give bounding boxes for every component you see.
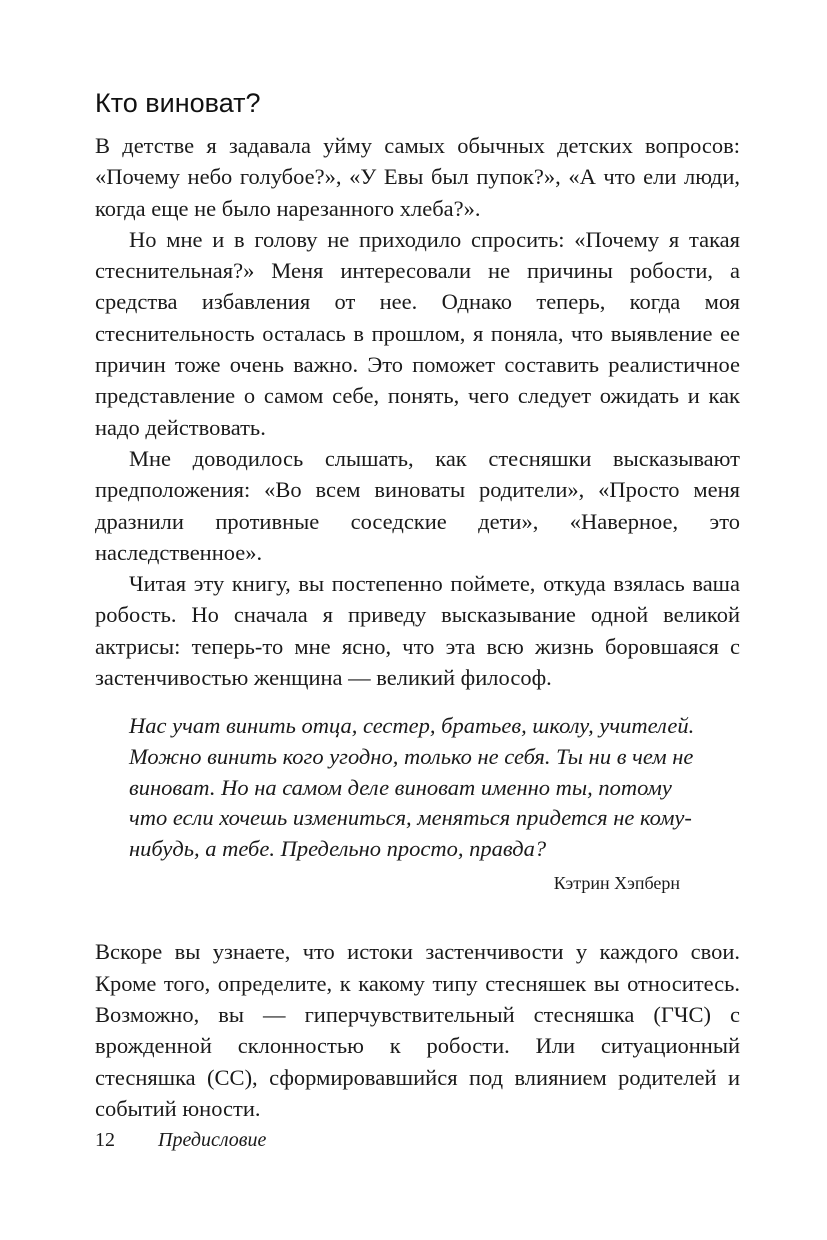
paragraph-3: Мне доводилось слышать, как стесняшки высказывают предположения: «Во всем виноваты родители», «Просто меня дразнили противные соседские дети», «Наверное, это наследственное». xyxy=(95,445,740,565)
page-body xyxy=(95,84,740,1124)
quote-author: Кэтрин Хэпберн xyxy=(553,873,680,894)
closing-paragraph: Вскоре вы узнаете, что истоки застенчивости у каждого свои. Кроме того, определите, к какому типу стесняшек вы относитесь. Возможно, вы — гиперчувствительный стесняшка (ГЧС) с врожденной склонностью к робости. Или ситуационный стесняшка (СС), сформировавшийся под влиянием родителей и событий юности. xyxy=(95,939,740,1121)
section-heading: Кто виноват? xyxy=(95,88,261,118)
page-number: 12 xyxy=(95,1129,115,1151)
running-section-title: Предисловие xyxy=(158,1129,267,1151)
paragraph-4: Читая эту книгу, вы постепенно поймете, откуда взялась ваша робость. Но сначала я приведу высказывание одной великой актрисы: теперь-то мне ясно, что эта всю жизнь боровшаяся с застенчивостью женщина — великий философ. xyxy=(95,571,740,691)
paragraph-2: Но мне и в голову не приходило спросить: «Почему я такая стеснительная?» Меня интересовали не причины робости, а средства избавления от нее. Однако теперь, когда моя стеснительность осталась в прошлом, я поняла, что выявление ее причин тоже очень важно. Это поможет составить реалистичное представление о самом себе, понять, чего следует ожидать и как надо действовать. xyxy=(95,226,740,440)
paragraph-1: В детстве я задавала уйму самых обычных детских вопросов: «Почему небо голубое?», «У Евы был пупок?», «А что ели люди, когда еще не было нарезанного хлеба?». xyxy=(95,133,740,221)
page-footer xyxy=(95,1126,266,1154)
epigraph-quote: Нас учат винить отца, сестер, братьев, школу, учителей. Можно винить кого угодно, только не себя. Ты ни в чем не виноват. Но на самом деле виноват именно ты, потому что если хочешь измениться, меняться придется не кому-нибудь, а тебе. Предельно просто, правда? xyxy=(129,713,695,861)
